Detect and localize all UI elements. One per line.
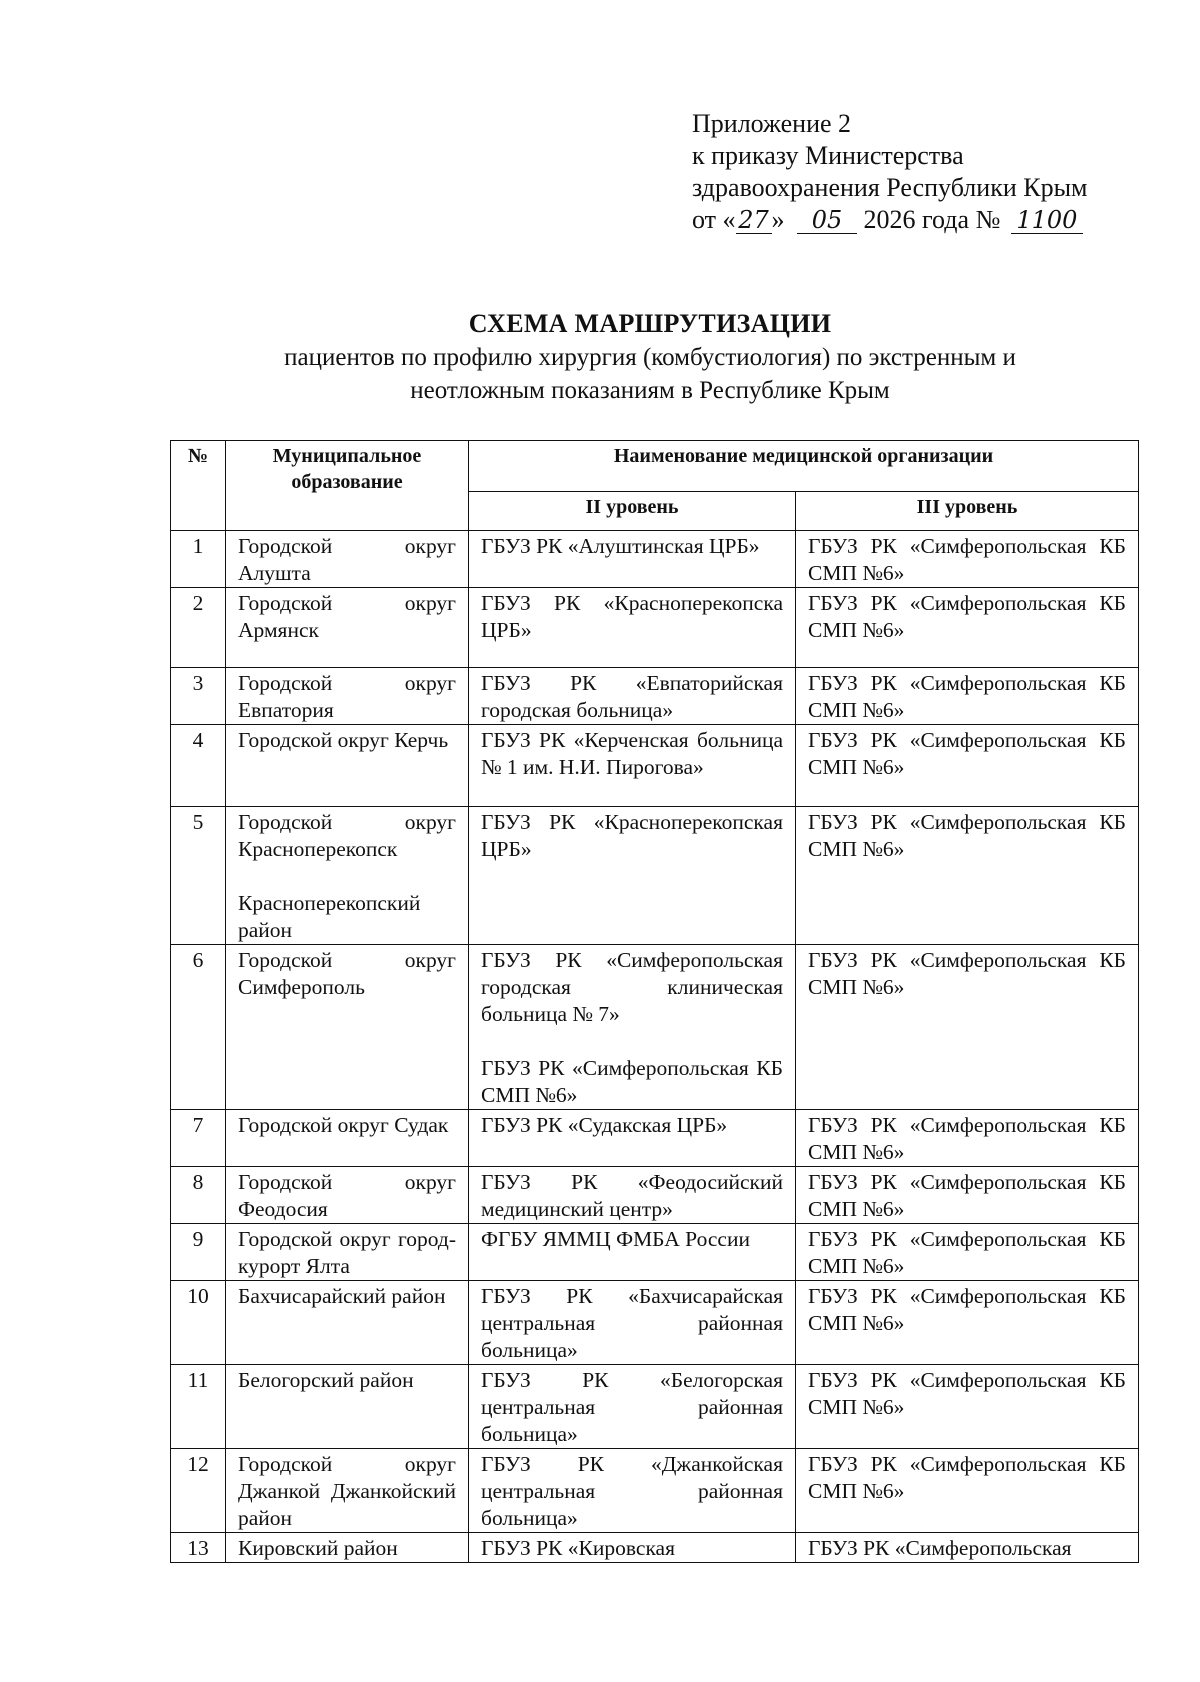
level-3-organization: ГБУЗ РК «Симферопольская КБ СМП №6» <box>808 948 1127 999</box>
level-3-organization: ГБУЗ РК «Симферопольская КБ СМП №6» <box>808 1368 1127 1419</box>
municipality-cell <box>226 531 469 588</box>
appendix-line-2: к приказу Министерства <box>692 141 964 170</box>
header-municipality: Муниципальное образование <box>226 441 469 531</box>
appendix-line-3: здравоохранения Республики Крым <box>692 173 1088 202</box>
level-3-organization: ГБУЗ РК «Симферопольская КБ СМП №6» <box>808 591 1127 642</box>
municipality-cell <box>226 1449 469 1533</box>
level-3-cell <box>796 725 1139 807</box>
level-3-cell <box>796 1167 1139 1224</box>
level-2-cell <box>469 807 796 945</box>
level-2-cell <box>469 1110 796 1167</box>
appendix-line-1: Приложение 2 <box>692 109 852 138</box>
row-number: 10 <box>171 1281 226 1365</box>
table-row <box>171 668 1139 725</box>
row-number: 2 <box>171 588 226 668</box>
table-row <box>171 725 1139 807</box>
row-number: 11 <box>171 1365 226 1449</box>
row-number: 13 <box>171 1533 226 1563</box>
level-2-organization: ГБУЗ РК «Симферопольская КБ СМП №6» <box>481 1056 783 1107</box>
level-2-organization: ГБУЗ РК «Кировская <box>481 1536 675 1560</box>
level-3-cell <box>796 1533 1139 1563</box>
appendix-date-line <box>692 204 1162 236</box>
municipality-name: Городской округ Феодосия <box>238 1170 456 1221</box>
level-3-cell <box>796 1110 1139 1167</box>
level-2-organization: ГБУЗ РК «Феодосийский медицинский центр» <box>481 1170 783 1221</box>
order-number-handwritten: 1100 <box>1011 207 1083 234</box>
table-row <box>171 1224 1139 1281</box>
row-number: 9 <box>171 1224 226 1281</box>
level-2-organization: ГБУЗ РК «Джанкойская центральная районная больница» <box>481 1452 783 1530</box>
row-number: 4 <box>171 725 226 807</box>
level-2-cell <box>469 1449 796 1533</box>
municipality-cell <box>226 1365 469 1449</box>
level-2-cell <box>469 1365 796 1449</box>
table-row <box>171 945 1139 1110</box>
municipality-name: Городской округ город-курорт Ялта <box>238 1227 456 1278</box>
municipality-name: Городской округ Красноперекопск <box>238 810 456 861</box>
table-row <box>171 1449 1139 1533</box>
municipality-cell <box>226 1110 469 1167</box>
municipality-cell <box>226 1533 469 1563</box>
municipality-name: Бахчисарайский район <box>238 1284 446 1308</box>
appendix-block <box>692 108 1162 236</box>
municipality-name: Белогорский район <box>238 1368 414 1392</box>
level-2-organization: ГБУЗ РК «Белогорская центральная районная больница» <box>481 1368 783 1446</box>
table-row <box>171 807 1139 945</box>
municipality-name: Городской округ Джанкой Джанкойский район <box>238 1452 456 1530</box>
level-3-organization: ГБУЗ РК «Симферопольская КБ СМП №6» <box>808 810 1127 861</box>
table-row <box>171 1281 1139 1365</box>
level-3-cell <box>796 1281 1139 1365</box>
document-title: СХЕМА МАРШРУТИЗАЦИИ <box>468 309 832 338</box>
date-separator: » <box>771 205 785 234</box>
level-3-organization: ГБУЗ РК «Симферопольская КБ СМП №6» <box>808 534 1127 585</box>
table-row <box>171 588 1139 668</box>
municipality-cell <box>226 668 469 725</box>
row-number: 1 <box>171 531 226 588</box>
municipality-name: Городской округ Армянск <box>238 591 456 642</box>
header-level-3: III уровень <box>796 492 1139 531</box>
row-number: 7 <box>171 1110 226 1167</box>
level-2-organization: ГБУЗ РК «Судакская ЦРБ» <box>481 1113 728 1137</box>
level-3-organization: ГБУЗ РК «Симферопольская <box>808 1536 1072 1560</box>
municipality-name: Городской округ Алушта <box>238 534 456 585</box>
date-day-handwritten: 27 <box>736 207 772 234</box>
routing-table <box>170 440 1139 1563</box>
municipality-cell <box>226 1167 469 1224</box>
level-3-cell <box>796 588 1139 668</box>
date-year-text: 2026 года № <box>863 205 1001 234</box>
level-3-organization: ГБУЗ РК «Симферопольская КБ СМП №6» <box>808 1170 1127 1221</box>
level-3-organization: ГБУЗ РК «Симферопольская КБ СМП №6» <box>808 1284 1127 1335</box>
municipality-name: Городской округ Керчь <box>238 728 449 752</box>
header-number: № <box>171 441 226 531</box>
row-number: 8 <box>171 1167 226 1224</box>
level-2-organization: ГБУЗ РК «Керченская больница № 1 им. Н.И. Пирогова» <box>481 728 783 779</box>
municipality-name: Красноперекопский район <box>238 891 421 942</box>
document-subtitle-line-2: неотложным показаниям в Республике Крым <box>410 377 890 404</box>
level-2-organization: ФГБУ ЯММЦ ФМБА России <box>481 1227 750 1251</box>
table-body <box>171 531 1139 1563</box>
level-3-cell <box>796 531 1139 588</box>
level-2-cell <box>469 1281 796 1365</box>
level-2-cell <box>469 588 796 668</box>
municipality-cell <box>226 1224 469 1281</box>
level-2-cell <box>469 668 796 725</box>
municipality-cell <box>226 807 469 945</box>
municipality-cell <box>226 1281 469 1365</box>
level-2-organization: ГБУЗ РК «Бахчисарайская центральная районная больница» <box>481 1284 783 1362</box>
row-number: 12 <box>171 1449 226 1533</box>
level-2-cell <box>469 1533 796 1563</box>
level-2-cell <box>469 725 796 807</box>
municipality-name: Кировский район <box>238 1536 398 1560</box>
row-number: 3 <box>171 668 226 725</box>
level-3-organization: ГБУЗ РК «Симферопольская КБ СМП №6» <box>808 1227 1127 1278</box>
municipality-cell <box>226 588 469 668</box>
document-subtitle-line-1: пациентов по профилю хирургия (комбустиология) по экстренным и <box>284 344 1016 371</box>
municipality-name: Городской округ Евпатория <box>238 671 456 722</box>
date-prefix: от « <box>692 205 736 234</box>
municipality-name: Городской округ Судак <box>238 1113 449 1137</box>
level-2-cell <box>469 1224 796 1281</box>
level-3-cell <box>796 807 1139 945</box>
level-3-organization: ГБУЗ РК «Симферопольская КБ СМП №6» <box>808 1452 1127 1503</box>
level-3-organization: ГБУЗ РК «Симферопольская КБ СМП №6» <box>808 671 1127 722</box>
level-2-organization: ГБУЗ РК «Красноперекопская ЦРБ» <box>481 810 783 861</box>
level-2-cell <box>469 945 796 1110</box>
table-header-row <box>171 441 1139 492</box>
municipality-name: Городской округ Симферополь <box>238 948 456 999</box>
table-row <box>171 1110 1139 1167</box>
level-2-organization: ГБУЗ РК «Симферопольская городская клиническая больница № 7» <box>481 948 783 1026</box>
table-row <box>171 1365 1139 1449</box>
level-3-cell <box>796 668 1139 725</box>
level-2-organization: ГБУЗ РК «Евпаторийская городская больница» <box>481 671 783 722</box>
level-3-cell <box>796 1449 1139 1533</box>
level-2-organization: ГБУЗ РК «Красноперекопска ЦРБ» <box>481 591 783 642</box>
row-number: 6 <box>171 945 226 1110</box>
document-title-block <box>0 307 1200 407</box>
level-3-cell <box>796 1365 1139 1449</box>
level-3-cell <box>796 1224 1139 1281</box>
header-level-2: II уровень <box>469 492 796 531</box>
municipality-cell <box>226 725 469 807</box>
table-row <box>171 531 1139 588</box>
level-2-cell <box>469 531 796 588</box>
header-organization: Наименование медицинской организации <box>469 441 1139 492</box>
date-month-handwritten: 05 <box>797 207 857 234</box>
level-2-organization: ГБУЗ РК «Алуштинская ЦРБ» <box>481 534 760 558</box>
row-number: 5 <box>171 807 226 945</box>
municipality-cell <box>226 945 469 1110</box>
level-3-organization: ГБУЗ РК «Симферопольская КБ СМП №6» <box>808 728 1127 779</box>
table-row <box>171 1167 1139 1224</box>
table-row <box>171 1533 1139 1563</box>
level-3-cell <box>796 945 1139 1110</box>
level-2-cell <box>469 1167 796 1224</box>
level-3-organization: ГБУЗ РК «Симферопольская КБ СМП №6» <box>808 1113 1127 1164</box>
